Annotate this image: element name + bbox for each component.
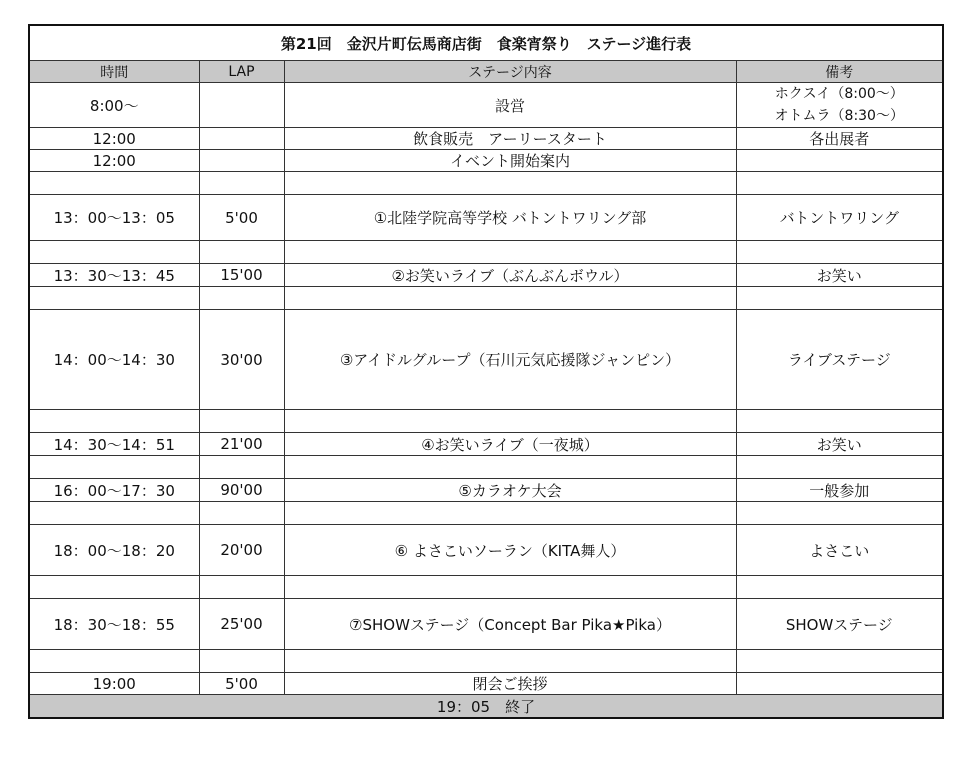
content-cell: ③アイドルグループ（石川元気応援隊ジャンピン）	[284, 310, 736, 410]
notes-cell	[736, 83, 943, 128]
notes-cell: お笑い	[736, 433, 943, 456]
table-row	[29, 433, 943, 456]
notes-cell: バトントワリング	[736, 195, 943, 241]
content-cell: イベント開始案内	[284, 150, 736, 172]
header-row	[29, 61, 943, 83]
lap-cell: 90'00	[199, 479, 284, 502]
lap-cell: 15'00	[199, 264, 284, 287]
spacer-row	[29, 456, 943, 479]
table-row	[29, 525, 943, 576]
spacer-row	[29, 287, 943, 310]
content-cell: ④お笑いライブ（一夜城）	[284, 433, 736, 456]
content-cell: 設営	[284, 83, 736, 128]
time-cell: 18：30～18：55	[29, 599, 199, 650]
header-notes: 備考	[736, 61, 943, 83]
table-row	[29, 150, 943, 172]
spacer-row	[29, 502, 943, 525]
lap-cell: 30'00	[199, 310, 284, 410]
table-row	[29, 195, 943, 241]
spacer-row	[29, 576, 943, 599]
content-cell: ⑥ よさこいソーラン（KITA舞人）	[284, 525, 736, 576]
content-cell: 飲食販売 アーリースタート	[284, 128, 736, 150]
end-time: 19：05 終了	[29, 695, 943, 719]
schedule-sheet	[28, 24, 942, 719]
spacer-row	[29, 241, 943, 264]
notes-cell: ライブステージ	[736, 310, 943, 410]
time-cell: 13：30～13：45	[29, 264, 199, 287]
time-cell: 14：30～14：51	[29, 433, 199, 456]
time-cell: 18：00～18：20	[29, 525, 199, 576]
table-row	[29, 310, 943, 410]
notes-cell: お笑い	[736, 264, 943, 287]
time-cell: 12:00	[29, 150, 199, 172]
header-content: ステージ内容	[284, 61, 736, 83]
header-time: 時間	[29, 61, 199, 83]
lap-cell	[199, 128, 284, 150]
notes-cell: SHOWステージ	[736, 599, 943, 650]
content-cell: 閉会ご挨拶	[284, 673, 736, 695]
table-row	[29, 673, 943, 695]
lap-cell	[199, 150, 284, 172]
page-title: 第21回 金沢片町伝馬商店街 食楽宵祭り ステージ進行表	[29, 25, 943, 61]
table-row	[29, 264, 943, 287]
note-line: ホクスイ（8:00～）	[774, 86, 904, 102]
footer-row	[29, 695, 943, 719]
content-cell: ⑤カラオケ大会	[284, 479, 736, 502]
time-cell: 8:00～	[29, 83, 199, 128]
time-cell: 14：00～14：30	[29, 310, 199, 410]
table-row	[29, 128, 943, 150]
time-cell: 16：00～17：30	[29, 479, 199, 502]
table-row	[29, 599, 943, 650]
lap-cell: 5'00	[199, 673, 284, 695]
table-row	[29, 83, 943, 128]
notes-cell: 一般参加	[736, 479, 943, 502]
table-row	[29, 479, 943, 502]
spacer-row	[29, 172, 943, 195]
note-line: オトムラ（8:30～）	[774, 108, 904, 124]
spacer-row	[29, 410, 943, 433]
content-cell: ②お笑いライブ（ぶんぶんボウル）	[284, 264, 736, 287]
time-cell: 19:00	[29, 673, 199, 695]
lap-cell	[199, 83, 284, 128]
lap-cell: 20'00	[199, 525, 284, 576]
content-cell: ⑦SHOWステージ（Concept Bar Pika★Pika）	[284, 599, 736, 650]
notes-cell	[736, 673, 943, 695]
notes-cell	[736, 150, 943, 172]
content-cell: ①北陸学院高等学校 バトントワリング部	[284, 195, 736, 241]
spacer-row	[29, 650, 943, 673]
lap-cell: 5'00	[199, 195, 284, 241]
lap-cell: 25'00	[199, 599, 284, 650]
time-cell: 12:00	[29, 128, 199, 150]
lap-cell: 21'00	[199, 433, 284, 456]
schedule-table	[28, 24, 944, 719]
notes-cell: よさこい	[736, 525, 943, 576]
time-cell: 13：00～13：05	[29, 195, 199, 241]
header-lap: LAP	[199, 61, 284, 83]
notes-cell: 各出展者	[736, 128, 943, 150]
